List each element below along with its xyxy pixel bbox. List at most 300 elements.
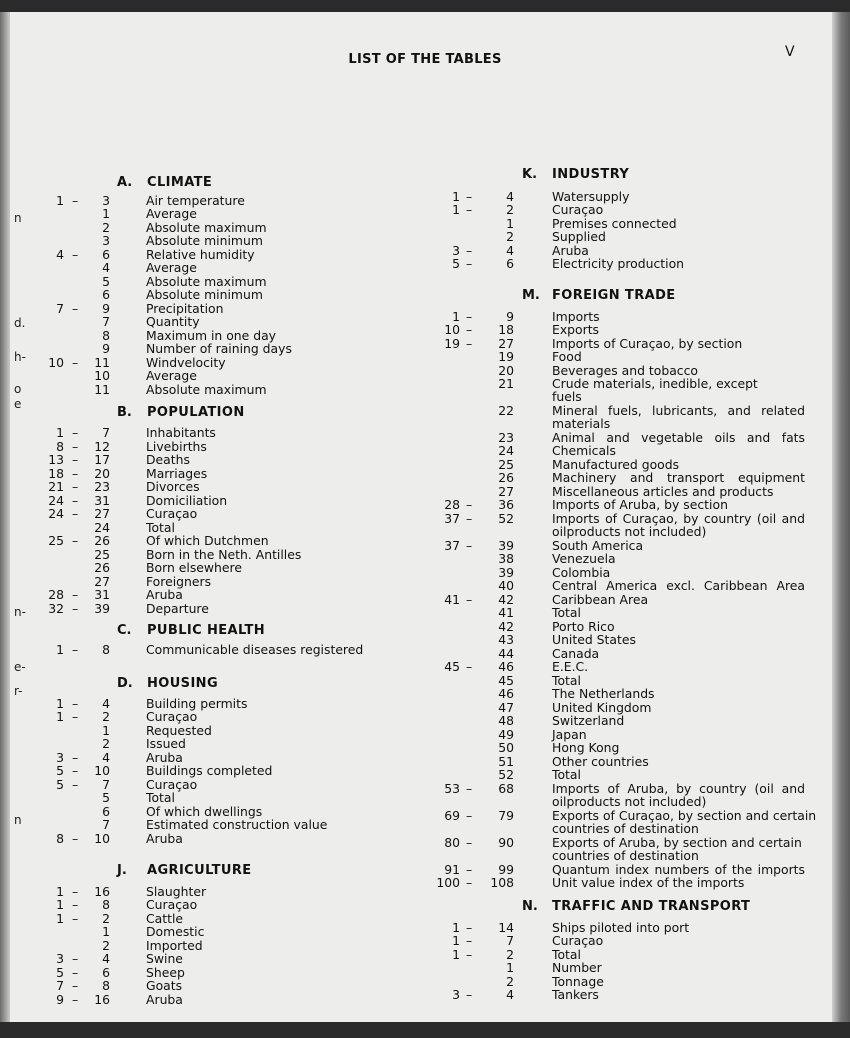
table-range-start: 10 — [48, 355, 64, 370]
table-range-end: 23 — [498, 430, 514, 445]
table-range-end: 8 — [102, 978, 110, 993]
range-dash: – — [72, 978, 79, 993]
table-range-end: 25 — [94, 547, 110, 562]
table-range-start: 7 — [56, 301, 64, 316]
table-range-end: 4 — [102, 260, 110, 275]
table-range-end: 2 — [506, 974, 514, 989]
table-range-end: 48 — [498, 713, 514, 728]
bleed-fragment: d. — [14, 316, 26, 330]
table-title: Livebirths — [146, 439, 207, 454]
bleed-fragment: h- — [14, 350, 26, 364]
table-range-end: 49 — [498, 727, 514, 742]
table-title: Building permits — [146, 696, 248, 711]
section-letter: A. — [117, 175, 133, 190]
section-letter: J. — [117, 863, 127, 878]
table-title: E.E.C. — [552, 659, 589, 674]
table-title: Premises connected — [552, 216, 677, 231]
range-dash: – — [72, 911, 79, 926]
table-title: Average — [146, 260, 197, 275]
table-title: Of which dwellings — [146, 804, 263, 819]
range-dash: – — [72, 884, 79, 899]
table-range-end: 9 — [506, 309, 514, 324]
table-title: Animal and vegetable oils and fats — [552, 430, 805, 445]
section-name: POPULATION — [147, 405, 245, 420]
section-name: CLIMATE — [147, 175, 213, 190]
table-title: Total — [552, 605, 581, 620]
table-range-end: 1 — [506, 216, 514, 231]
table-range-end: 4 — [102, 750, 110, 765]
table-title: Chemicals — [552, 443, 616, 458]
range-dash: – — [72, 992, 79, 1007]
table-range-start: 1 — [452, 920, 460, 935]
table-range-end: 24 — [94, 520, 110, 535]
table-range-start: 1 — [452, 202, 460, 217]
table-range-end: 39 — [498, 565, 514, 580]
table-range-end: 7 — [102, 817, 110, 832]
table-range-start: 5 — [56, 965, 64, 980]
table-range-end: 26 — [94, 560, 110, 575]
table-range-end: 4 — [506, 243, 514, 258]
section-letter: C. — [117, 623, 132, 638]
table-title: Venezuela — [552, 551, 616, 566]
page-bottom-edge — [0, 1022, 850, 1038]
range-dash: – — [466, 256, 473, 271]
table-range-end: 47 — [498, 700, 514, 715]
bleed-fragment: n — [14, 211, 22, 225]
table-range-end: 2 — [102, 736, 110, 751]
table-title: Curaçao — [146, 777, 198, 792]
table-title: Colombia — [552, 565, 611, 580]
range-dash: – — [466, 243, 473, 258]
table-title: Canada — [552, 646, 600, 661]
table-title: Total — [552, 947, 581, 962]
table-range-start: 69 — [444, 808, 460, 823]
table-range-start: 4 — [56, 247, 64, 262]
range-dash: – — [466, 947, 473, 962]
table-title: Switzerland — [552, 713, 625, 728]
table-title: Caribbean Area — [552, 592, 649, 607]
table-title: Other countries — [552, 754, 649, 769]
table-title: Curaçao — [146, 709, 198, 724]
table-title: Ships piloted into port — [552, 920, 690, 935]
range-dash: – — [72, 696, 79, 711]
table-title: Average — [146, 368, 197, 383]
table-title: Food — [552, 349, 582, 364]
table-title: Aruba — [146, 831, 183, 846]
table-range-end: 19 — [498, 349, 514, 364]
table-range-end: 2 — [102, 709, 110, 724]
table-range-end: 9 — [102, 341, 110, 356]
table-range-start: 37 — [444, 511, 460, 526]
table-title: Central America excl. Caribbean Area — [552, 578, 805, 593]
range-dash: – — [72, 452, 79, 467]
table-range-start: 1 — [56, 642, 64, 657]
range-dash: – — [72, 479, 79, 494]
range-dash: – — [72, 965, 79, 980]
table-range-end: 10 — [94, 368, 110, 383]
range-dash: – — [72, 193, 79, 208]
table-title: Watersupply — [552, 189, 630, 204]
table-title: Curaçao — [146, 506, 198, 521]
table-title: Crude materials, inedible, except — [552, 376, 758, 391]
section-name: TRAFFIC AND TRANSPORT — [552, 899, 751, 914]
table-range-end: 23 — [94, 479, 110, 494]
table-title: Machinery and transport equipment — [552, 470, 805, 485]
table-range-start: 3 — [452, 987, 460, 1002]
table-range-end: 2 — [102, 911, 110, 926]
range-dash: – — [466, 309, 473, 324]
page-right-edge — [832, 12, 850, 1022]
table-title: Tonnage — [552, 974, 604, 989]
range-dash: – — [466, 322, 473, 337]
bleed-fragment: n- — [14, 605, 26, 619]
range-dash: – — [466, 808, 473, 823]
table-title: Curaçao — [552, 202, 604, 217]
table-title: Number — [552, 960, 602, 975]
table-range-start: 45 — [444, 659, 460, 674]
table-range-end: 99 — [498, 862, 514, 877]
table-range-end: 38 — [498, 551, 514, 566]
bleed-fragment: r- — [14, 684, 23, 698]
table-range-end: 26 — [94, 533, 110, 548]
section-name: PUBLIC HEALTH — [147, 623, 266, 638]
table-title: materials — [552, 416, 611, 431]
table-range-end: 79 — [498, 808, 514, 823]
range-dash: – — [72, 466, 79, 481]
table-range-end: 27 — [498, 484, 514, 499]
range-dash: – — [72, 506, 79, 521]
table-range-end: 6 — [506, 256, 514, 271]
table-range-start: 1 — [452, 189, 460, 204]
table-range-start: 8 — [56, 831, 64, 846]
range-dash: – — [72, 247, 79, 262]
table-range-start: 3 — [56, 951, 64, 966]
table-range-end: 52 — [498, 511, 514, 526]
table-range-start: 24 — [48, 506, 64, 521]
table-title: Precipitation — [146, 301, 224, 316]
table-range-end: 18 — [498, 322, 514, 337]
table-range-end: 4 — [102, 951, 110, 966]
section-name: AGRICULTURE — [147, 863, 252, 878]
table-range-end: 24 — [498, 443, 514, 458]
range-dash: – — [466, 933, 473, 948]
table-range-end: 20 — [94, 466, 110, 481]
section-name: HOUSING — [147, 676, 219, 691]
range-dash: – — [72, 951, 79, 966]
table-title: Miscellaneous articles and products — [552, 484, 774, 499]
table-range-end: 6 — [102, 965, 110, 980]
range-dash: – — [72, 750, 79, 765]
table-range-start: 21 — [48, 479, 64, 494]
table-title: Curaçao — [146, 897, 198, 912]
range-dash: – — [72, 425, 79, 440]
range-dash: – — [466, 511, 473, 526]
table-title: Sheep — [146, 965, 185, 980]
table-title: Beverages and tobacco — [552, 363, 699, 378]
range-dash: – — [466, 202, 473, 217]
table-range-end: 22 — [498, 403, 514, 418]
table-title: Slaughter — [146, 884, 207, 899]
table-range-start: 53 — [444, 781, 460, 796]
table-range-end: 39 — [94, 601, 110, 616]
range-dash: – — [466, 592, 473, 607]
table-title: Inhabitants — [146, 425, 216, 440]
bleed-fragment: o — [14, 382, 22, 396]
table-title: Deaths — [146, 452, 190, 467]
table-range-end: 1 — [102, 924, 110, 939]
table-title: Imported — [146, 938, 203, 953]
table-title: Exports — [552, 322, 600, 337]
table-title: Goats — [146, 978, 183, 993]
table-range-start: 24 — [48, 493, 64, 508]
section-letter: B. — [117, 405, 132, 420]
table-title: Imports of Curaçao, by section — [552, 336, 743, 351]
table-range-start: 8 — [56, 439, 64, 454]
table-range-end: 7 — [102, 314, 110, 329]
table-range-end: 36 — [498, 497, 514, 512]
table-range-end: 31 — [94, 493, 110, 508]
table-range-start: 1 — [56, 696, 64, 711]
bleed-fragment: e- — [14, 660, 26, 674]
table-range-end: 1 — [506, 960, 514, 975]
table-title: United States — [552, 632, 636, 647]
table-title: Born in the Neth. Antilles — [146, 547, 302, 562]
table-range-start: 5 — [56, 763, 64, 778]
table-title: Issued — [146, 736, 186, 751]
table-title: Total — [552, 767, 581, 782]
table-title: Porto Rico — [552, 619, 615, 634]
table-title: Absolute maximum — [146, 274, 267, 289]
table-title: Imports — [552, 309, 600, 324]
table-range-end: 9 — [102, 301, 110, 316]
table-range-start: 32 — [48, 601, 64, 616]
table-title: Imports of Aruba, by country (oil and — [552, 781, 805, 796]
table-range-end: 10 — [94, 831, 110, 846]
table-range-end: 42 — [498, 592, 514, 607]
range-dash: – — [72, 439, 79, 454]
table-title: The Netherlands — [552, 686, 655, 701]
table-range-start: 1 — [56, 911, 64, 926]
table-range-start: 10 — [444, 322, 460, 337]
table-range-end: 46 — [498, 686, 514, 701]
table-range-start: 37 — [444, 538, 460, 553]
table-range-end: 46 — [498, 659, 514, 674]
range-dash: – — [72, 709, 79, 724]
table-title: United Kingdom — [552, 700, 652, 715]
table-range-start: 5 — [452, 256, 460, 271]
table-range-end: 31 — [94, 587, 110, 602]
table-range-start: 1 — [56, 709, 64, 724]
range-dash: – — [72, 355, 79, 370]
range-dash: – — [466, 987, 473, 1002]
table-range-end: 2 — [102, 938, 110, 953]
table-range-end: 27 — [94, 506, 110, 521]
table-range-end: 2 — [506, 229, 514, 244]
table-title: Manufactured goods — [552, 457, 680, 472]
table-range-end: 43 — [498, 632, 514, 647]
table-title: Absolute maximum — [146, 382, 267, 397]
section-letter: K. — [522, 167, 538, 182]
table-range-start: 5 — [56, 777, 64, 792]
table-range-start: 28 — [444, 497, 460, 512]
table-title: Relative humidity — [146, 247, 255, 262]
table-title: Absolute maximum — [146, 220, 267, 235]
table-range-start: 1 — [452, 933, 460, 948]
table-title: Absolute minimum — [146, 233, 263, 248]
table-title: countries of destination — [552, 821, 699, 836]
table-range-end: 4 — [102, 696, 110, 711]
range-dash: – — [72, 897, 79, 912]
table-range-end: 5 — [102, 274, 110, 289]
table-range-end: 108 — [490, 875, 514, 890]
bleed-fragment: n — [14, 813, 22, 827]
table-title: Communicable diseases registered — [146, 642, 364, 657]
table-range-end: 2 — [506, 202, 514, 217]
table-title: Born elsewhere — [146, 560, 242, 575]
table-title: Mineral fuels, lubricants, and related — [552, 403, 805, 418]
table-range-end: 51 — [498, 754, 514, 769]
table-range-end: 26 — [498, 470, 514, 485]
table-title: Exports of Aruba, by section and certain — [552, 835, 802, 850]
table-title: oilproducts not included) — [552, 524, 707, 539]
table-range-end: 39 — [498, 538, 514, 553]
table-range-end: 27 — [94, 574, 110, 589]
table-range-end: 7 — [102, 425, 110, 440]
table-range-start: 7 — [56, 978, 64, 993]
range-dash: – — [466, 875, 473, 890]
table-title: Quantity — [146, 314, 200, 329]
table-range-end: 44 — [498, 646, 514, 661]
table-range-start: 28 — [48, 587, 64, 602]
section-name: INDUSTRY — [552, 167, 630, 182]
table-range-start: 3 — [56, 750, 64, 765]
range-dash: – — [466, 835, 473, 850]
table-title: South America — [552, 538, 644, 553]
table-title: oilproducts not included) — [552, 794, 707, 809]
section-name: FOREIGN TRADE — [552, 288, 676, 303]
table-range-end: 11 — [94, 382, 110, 397]
table-range-end: 1 — [102, 206, 110, 221]
range-dash: – — [72, 777, 79, 792]
table-range-end: 10 — [94, 763, 110, 778]
table-title: Quantum index numbers of the imports — [552, 862, 805, 877]
table-range-end: 45 — [498, 673, 514, 688]
table-title: Number of raining days — [146, 341, 292, 356]
table-title: Total — [146, 790, 175, 805]
table-title: Aruba — [552, 243, 589, 258]
table-range-end: 8 — [102, 328, 110, 343]
table-title: fuels — [552, 389, 582, 404]
table-title: Windvelocity — [146, 355, 226, 370]
table-range-end: 5 — [102, 790, 110, 805]
section-letter: N. — [522, 899, 538, 914]
table-title: Supplied — [552, 229, 606, 244]
table-range-end: 8 — [102, 642, 110, 657]
table-title: Air temperature — [146, 193, 245, 208]
table-title: Divorces — [146, 479, 200, 494]
table-range-end: 11 — [94, 355, 110, 370]
table-range-end: 8 — [102, 897, 110, 912]
table-range-end: 7 — [506, 933, 514, 948]
table-title: Aruba — [146, 587, 183, 602]
table-range-start: 1 — [56, 897, 64, 912]
page-title: LIST OF THE TABLES — [348, 52, 502, 67]
table-title: Aruba — [146, 992, 183, 1007]
table-range-end: 40 — [498, 578, 514, 593]
table-title: Unit value index of the imports — [552, 875, 745, 890]
table-range-end: 6 — [102, 247, 110, 262]
table-range-end: 16 — [94, 884, 110, 899]
range-dash: – — [466, 336, 473, 351]
table-title: Domiciliation — [146, 493, 228, 508]
table-title: Domestic — [146, 924, 205, 939]
table-range-end: 2 — [102, 220, 110, 235]
table-title: Departure — [146, 601, 209, 616]
table-title: Absolute minimum — [146, 287, 263, 302]
table-range-start: 13 — [48, 452, 64, 467]
range-dash: – — [72, 301, 79, 316]
bleed-fragment: e — [14, 397, 22, 411]
table-title: Marriages — [146, 466, 208, 481]
table-title: Imports of Aruba, by section — [552, 497, 728, 512]
table-title: Imports of Curaçao, by country (oil and — [552, 511, 805, 526]
table-title: Aruba — [146, 750, 183, 765]
range-dash: – — [466, 920, 473, 935]
table-range-start: 1 — [56, 425, 64, 440]
range-dash: – — [72, 587, 79, 602]
table-title: Buildings completed — [146, 763, 273, 778]
table-range-start: 1 — [452, 947, 460, 962]
range-dash: – — [466, 659, 473, 674]
table-range-start: 3 — [452, 243, 460, 258]
table-range-end: 3 — [102, 193, 110, 208]
table-range-end: 7 — [102, 777, 110, 792]
table-title: Japan — [552, 727, 587, 742]
range-dash: – — [72, 493, 79, 508]
table-title: Tankers — [552, 987, 599, 1002]
range-dash: – — [72, 601, 79, 616]
table-range-end: 21 — [498, 376, 514, 391]
range-dash: – — [466, 497, 473, 512]
table-range-end: 4 — [506, 987, 514, 1002]
table-range-start: 18 — [48, 466, 64, 481]
table-title: Average — [146, 206, 197, 221]
table-range-end: 14 — [498, 920, 514, 935]
table-range-end: 16 — [94, 992, 110, 1007]
table-title: countries of destination — [552, 848, 699, 863]
table-range-end: 17 — [94, 452, 110, 467]
table-title: Electricity production — [552, 256, 685, 271]
table-range-end: 68 — [498, 781, 514, 796]
table-range-start: 25 — [48, 533, 64, 548]
table-range-end: 4 — [506, 189, 514, 204]
table-range-end: 42 — [498, 619, 514, 634]
range-dash: – — [466, 189, 473, 204]
table-range-end: 27 — [498, 336, 514, 351]
table-range-end: 6 — [102, 287, 110, 302]
table-title: Foreigners — [146, 574, 212, 589]
table-range-end: 12 — [94, 439, 110, 454]
range-dash: – — [72, 831, 79, 846]
table-title: Estimated construction value — [146, 817, 328, 832]
range-dash: – — [466, 781, 473, 796]
table-title: Hong Kong — [552, 740, 620, 755]
range-dash: – — [466, 538, 473, 553]
table-range-end: 3 — [102, 233, 110, 248]
table-range-start: 1 — [56, 193, 64, 208]
table-range-start: 19 — [444, 336, 460, 351]
table-title: Cattle — [146, 911, 184, 926]
